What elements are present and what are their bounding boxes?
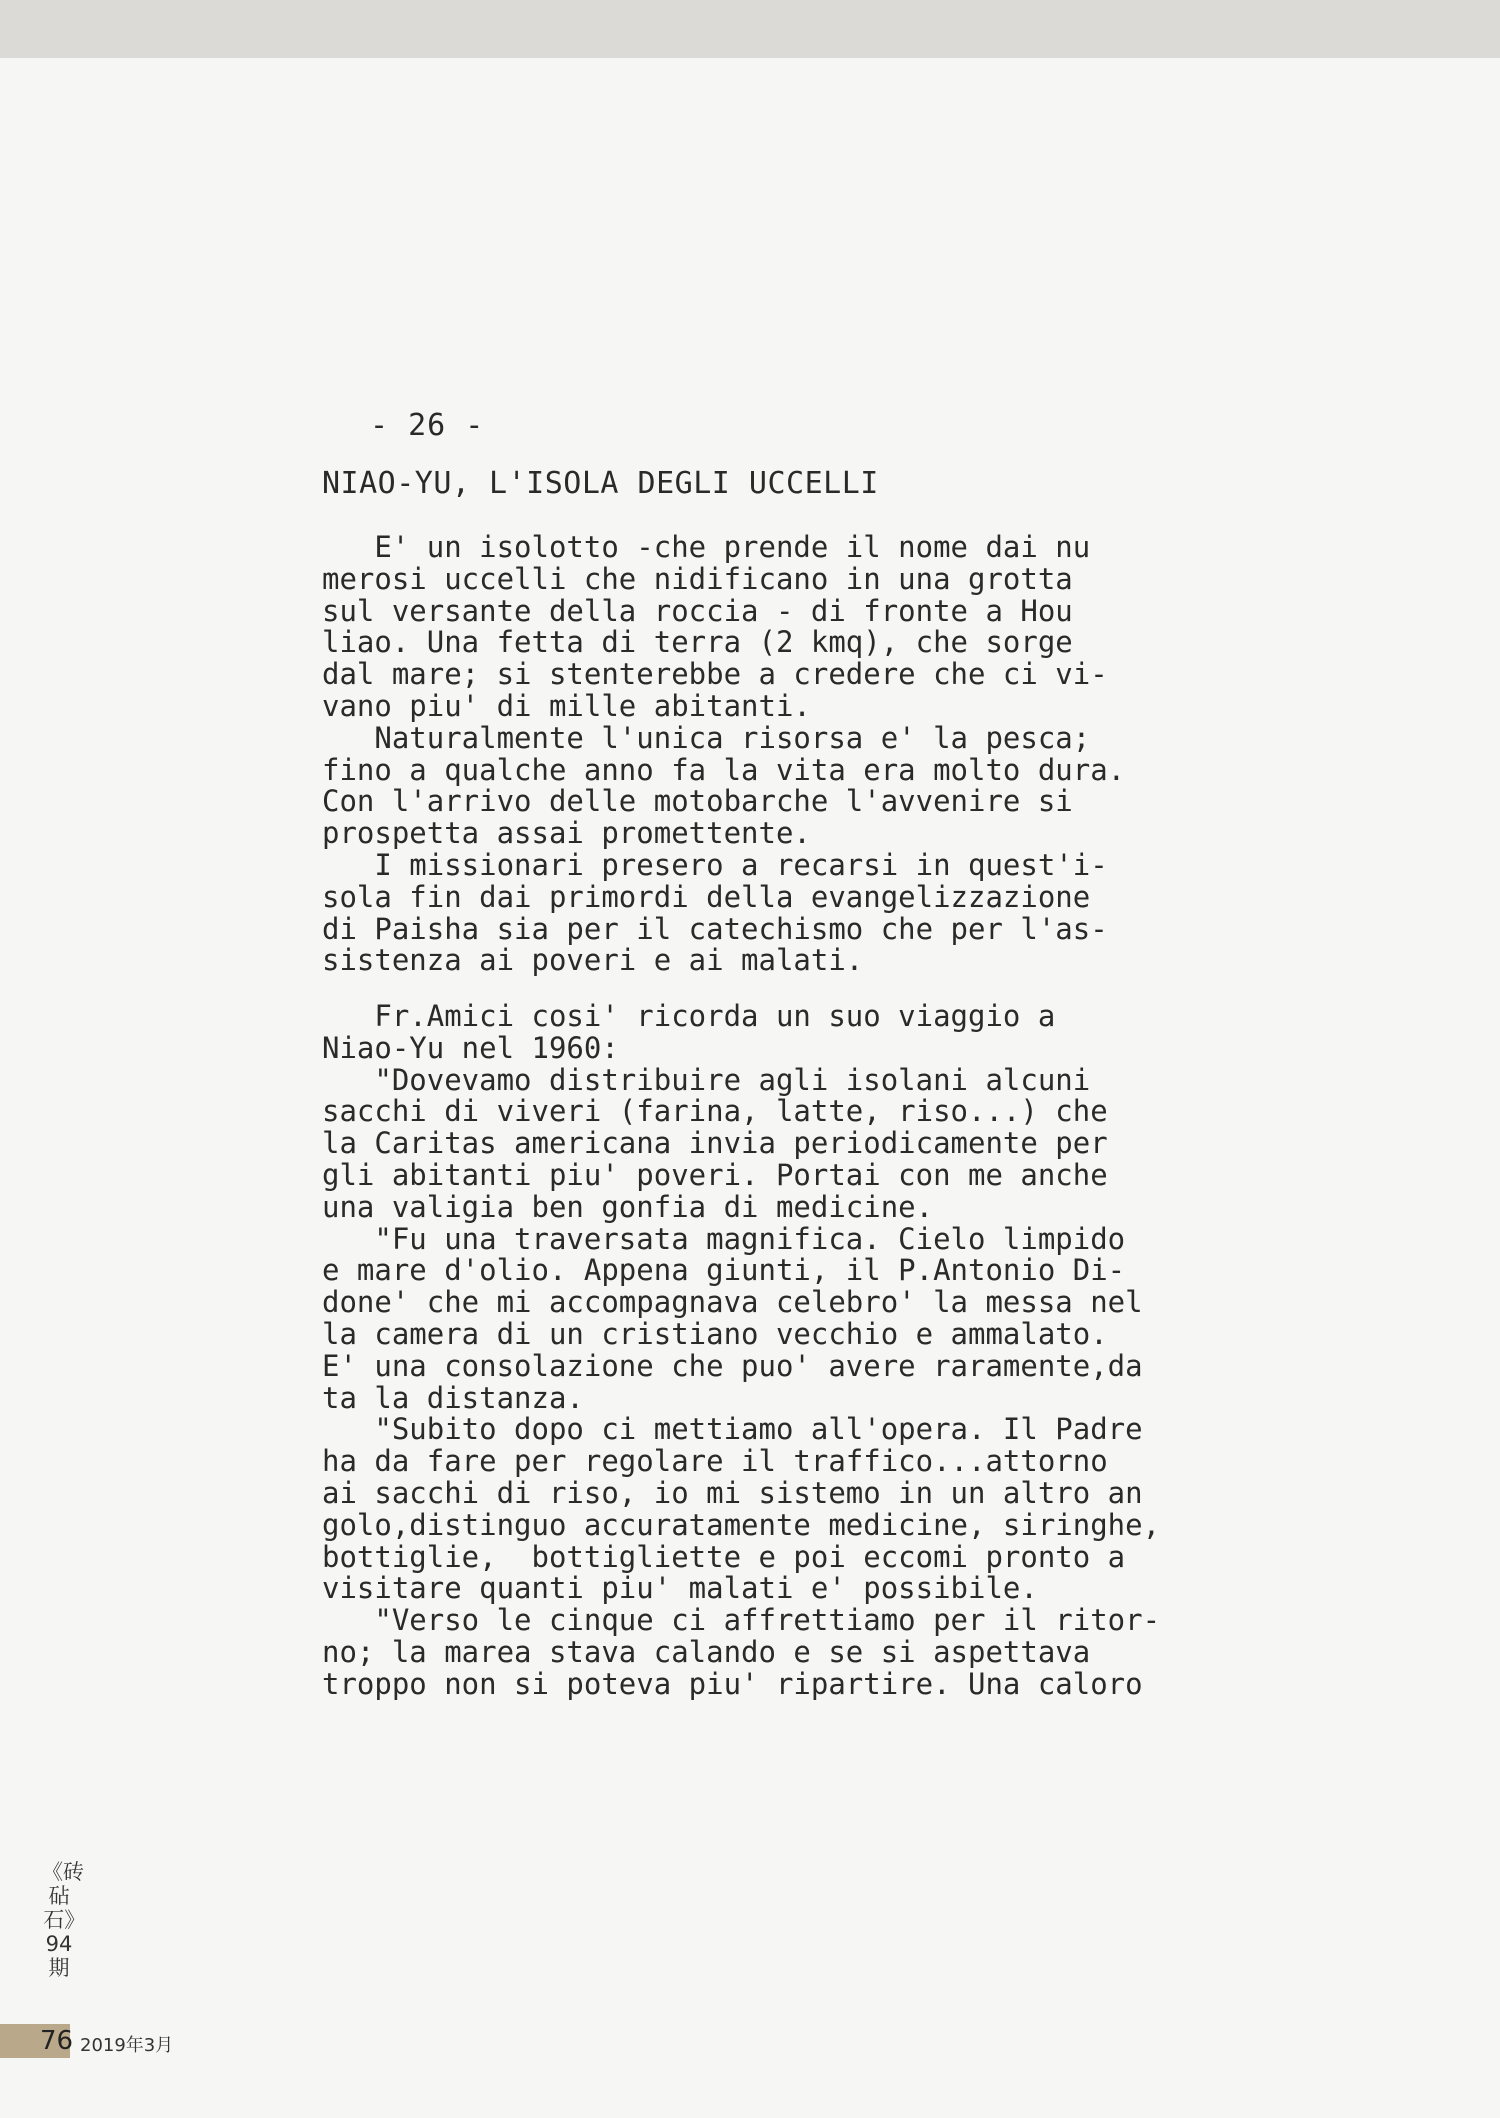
article-title: NIAO-YU, L'ISOLA DEGLI UCCELLI [322, 466, 879, 501]
publication-label: 《砖砧石》94期 [42, 1860, 84, 1980]
typed-page-number: - 26 - [370, 408, 485, 443]
body-paragraph-2: Fr.Amici cosi' ricorda un suo viaggio a Niao-Yu nel 1960: "Dovevamo distribuire agli isolani alcuni sacchi di viveri (farina, latte, riso...) che la Caritas americana invia periodicamente per gli abitanti piu' poveri. Portai con me anche una valigia ben gonfia di medicine. "Fu una traversata magnifica. Cielo limpido e mare d'olio. Appena giunti, il P.Antonio Di- done' che mi accompagnava celebro' la messa nel la camera di un cristiano vecchio e ammalato. E' una consolazione che puo' avere raramente,da ta la distanza. "Subito dopo ci mettiamo all'opera. Il Padre ha da fare per regolare il traffico...attorno ai sacchi di riso, io mi sistemo in un altro an golo,distinguo accuratamente medicine, siringhe, bottiglie, bottigliette e poi eccomi pronto a visitare quanti piu' malati e' possibile. "Verso le cinque ci affrettiamo per il ritor- no; la marea stava calando e se si aspettava troppo non si poteva piu' ripartire. Una caloro [322, 999, 1161, 1701]
scan-top-band [0, 0, 1500, 58]
footer-page-number: 76 [40, 2026, 74, 2056]
body-paragraph-1: E' un isolotto -che prende il nome dai nu merosi uccelli che nidificano in una grotta sul versante della roccia - di fronte a Hou liao. Una fetta di terra (2 kmq), che sorge dal mare; si stenterebbe a credere che ci vi- vano piu' di mille abitanti. Naturalmente l'unica risorsa e' la pesca; fino a qualche anno fa la vita era molto dura. Con l'arrivo delle motobarche l'avvenire si prospetta assai promettente. I missionari presero a recarsi in quest'i- sola fin dai primordi della evangelizzazione di Paisha sia per il catechismo che per l'as- sistenza ai poveri e ai malati. [322, 530, 1126, 978]
footer-date: 2019年3月 [80, 2035, 174, 2056]
